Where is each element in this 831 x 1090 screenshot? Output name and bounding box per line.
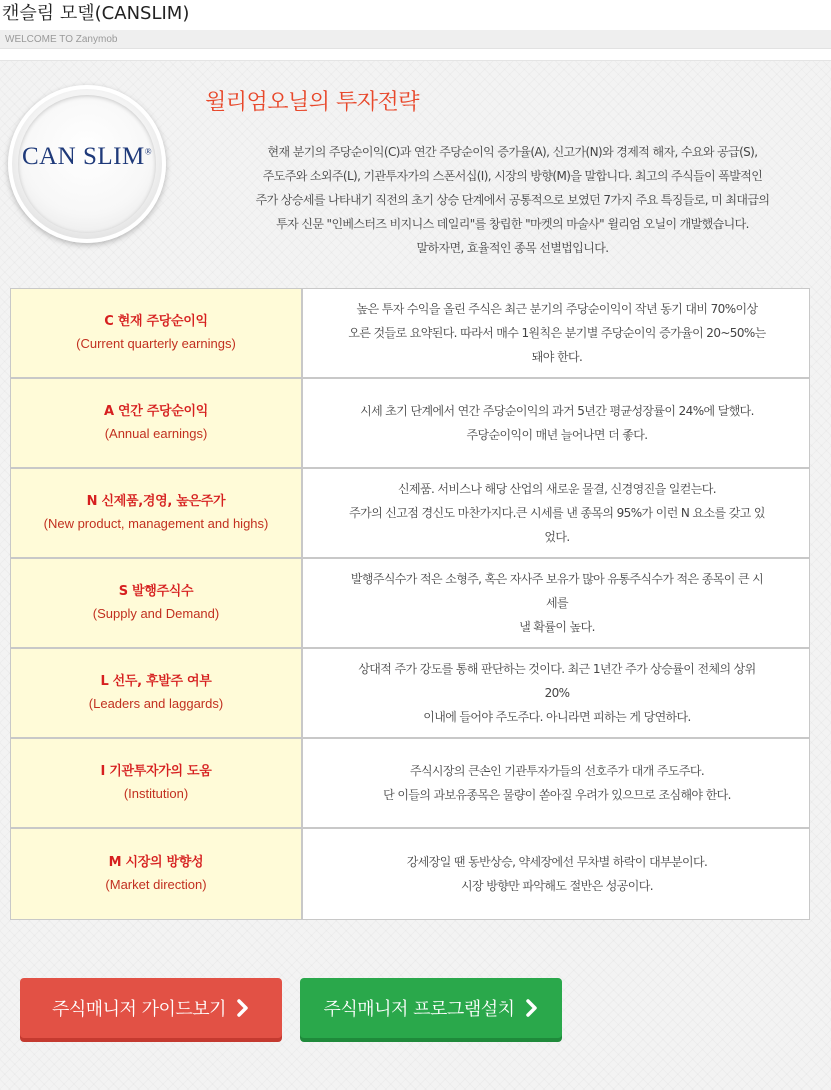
intro-line: 주가 상승세를 나타내기 직전의 초기 상승 단계에서 공통적으로 보였던 7가지 주요 특징들로, 미 최대급의 xyxy=(255,193,770,207)
row-label-cell xyxy=(11,559,303,647)
logo-wordmark: CAN SLIM xyxy=(21,143,145,170)
row-description xyxy=(305,559,809,647)
page-title: 캔슬림 모델(CANSLIM) xyxy=(2,3,190,24)
guide-button-label: 주식매니저 가이드보기 xyxy=(51,999,227,1020)
row-label-cell xyxy=(11,649,303,737)
row-label-english: (Annual earnings) xyxy=(104,426,208,441)
desc-line: 높은 투자 수익을 올린 주식은 최근 분기의 주당순이익이 작년 동기 대비 70%이상 xyxy=(356,302,758,316)
row-label-korean: C 현재 주당순이익 xyxy=(104,314,208,329)
row-description xyxy=(305,649,809,737)
row-label-english: (Market direction) xyxy=(105,877,207,892)
row-label-cell xyxy=(11,829,303,919)
desc-line: 주가의 신고점 경신도 마찬가지다.큰 시세를 낸 종목의 95%가 이런 N 요소를 갖고 있 xyxy=(349,506,765,520)
table-row-m xyxy=(11,829,809,919)
row-label-cell xyxy=(11,469,303,557)
table-row-l xyxy=(11,649,809,739)
chevron-right-icon xyxy=(525,999,539,1017)
row-label-english: (Institution) xyxy=(123,786,189,801)
intro-line: 주도주와 소외주(L), 기관투자가의 스폰서십(I), 시장의 방향(M)을 말합니다. 최고의 주식들이 폭발적인 xyxy=(262,169,763,183)
table-row-n xyxy=(11,469,809,559)
desc-line: 상대적 주가 강도를 통해 판단하는 것이다. 최근 1년간 주가 상승률이 전체의 상위 xyxy=(358,662,756,676)
row-label-cell xyxy=(11,289,303,377)
desc-line: 시장 방향만 파악해도 절반은 성공이다. xyxy=(461,879,653,893)
desc-line: 발행주식수가 적은 소형주, 혹은 자사주 보유가 많아 유통주식수가 적은 종목이 큰 시 xyxy=(350,572,764,586)
row-description xyxy=(305,469,809,557)
logo-registered-mark: ® xyxy=(144,146,153,157)
row-label-cell xyxy=(11,379,303,467)
strategy-title: 윌리엄오닐의 투자전략 xyxy=(205,90,420,115)
table-row-s xyxy=(11,559,809,649)
install-button-label: 주식매니저 프로그램설치 xyxy=(323,999,515,1020)
desc-line: 었다. xyxy=(544,530,570,544)
desc-line: 세를 xyxy=(546,596,568,610)
canslim-table xyxy=(10,288,810,920)
table-row-c xyxy=(11,289,809,379)
guide-button[interactable] xyxy=(20,978,282,1038)
welcome-bar: WELCOME TO Zanymob xyxy=(0,30,831,49)
table-row-a xyxy=(11,379,809,469)
desc-line: 낼 확률이 높다. xyxy=(519,620,595,634)
intro-text xyxy=(200,140,825,260)
desc-line: 주당순이익이 매년 늘어나면 더 좋다. xyxy=(466,428,648,442)
desc-line: 이내에 들어야 주도주다. 아니라면 피하는 게 당연하다. xyxy=(423,710,691,724)
row-description xyxy=(305,739,809,827)
row-label-korean: A 연간 주당순이익 xyxy=(103,404,209,419)
desc-line: 오른 것들로 요약된다. 따라서 매수 1원칙은 분기별 주당순이익 증가율이 20~50%는 xyxy=(348,326,766,340)
row-label-cell xyxy=(11,739,303,827)
logo-text xyxy=(8,143,166,171)
table-row-i xyxy=(11,739,809,829)
row-description xyxy=(305,829,809,919)
desc-line: 주식시장의 큰손인 기관투자가들의 선호주가 대개 주도주다. xyxy=(409,764,705,778)
desc-line: 20% xyxy=(544,686,570,700)
canslim-logo xyxy=(8,85,166,243)
row-description xyxy=(305,379,809,467)
desc-line: 강세장일 땐 동반상승, 약세장에선 무차별 하락이 대부분이다. xyxy=(406,855,708,869)
row-label-korean: N 신제품,경영, 높은주가 xyxy=(86,494,226,509)
intro-line: 투자 신문 "인베스터즈 비지니스 데일리"를 창립한 "마켓의 마술사" 윌리엄 오닐이 개발했습니다. xyxy=(276,217,749,231)
intro-line: 말하자면, 효율적인 종목 선별법입니다. xyxy=(416,241,609,255)
row-label-english: (Supply and Demand) xyxy=(92,606,220,621)
desc-line: 시세 초기 단계에서 연간 주당순이익의 과거 5년간 평균성장률이 24%에 달했다. xyxy=(360,404,754,418)
row-label-english: (Current quarterly earnings) xyxy=(76,336,236,351)
row-label-english: (New product, management and highs) xyxy=(43,516,269,531)
row-label-korean: L 선두, 후발주 여부 xyxy=(100,674,212,689)
row-label-korean: I 기관투자가의 도움 xyxy=(100,764,212,779)
row-label-english: (Leaders and laggards) xyxy=(88,696,224,711)
chevron-right-icon xyxy=(236,999,250,1017)
desc-line: 단 이들의 과보유종목은 물량이 쏟아질 우려가 있으므로 조심해야 한다. xyxy=(383,788,731,802)
install-button[interactable] xyxy=(300,978,562,1038)
desc-line: 돼야 한다. xyxy=(531,350,583,364)
row-label-korean: S 발행주식수 xyxy=(118,584,194,599)
intro-line: 현재 분기의 주당순이익(C)과 연간 주당순이익 증가율(A), 신고가(N)와 경제적 해자, 수요와 공급(S), xyxy=(267,145,758,159)
row-description xyxy=(305,289,809,377)
desc-line: 신제품. 서비스나 해당 산업의 새로운 물결, 신경영진을 일컫는다. xyxy=(398,482,716,496)
row-label-korean: M 시장의 방향성 xyxy=(108,855,204,870)
